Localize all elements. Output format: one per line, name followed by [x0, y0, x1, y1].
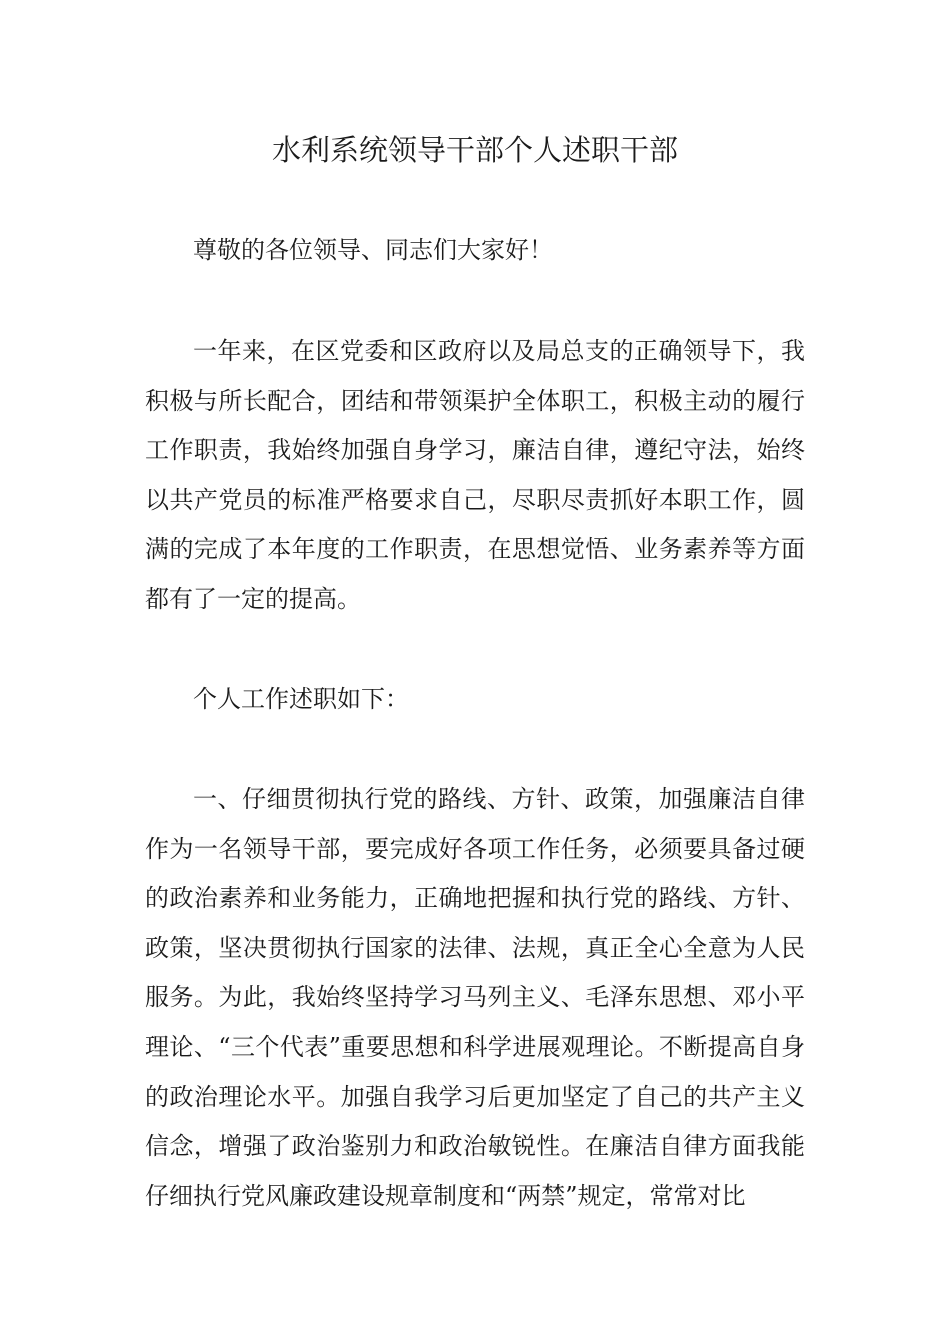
section-one-paragraph: 一、仔细贯彻执行党的路线、方针、政策，加强廉洁自律作为一名领导干部，要完成好各项工作任务，必须要具备过硬的政治素养和业务能力，正确地把握和执行党的路线、方针、政策，坚决贯彻执行国家的法律、法规，真正全心全意为人民服务。为此，我始终坚持学习马列主义、毛泽东思想、邓小平理论、“三个代表”重要思想和科学进展观理论。不断提高自身的政治理论水平。加强自我学习后更加坚定了自己的共产主义信念，增强了政治鉴别力和政治敏锐性。在廉洁自律方面我能仔细执行党风廉政建设规章制度和“两禁”规定，常常对比: [145, 785, 805, 1210]
section-heading-paragraph: 个人工作述职如下：: [193, 685, 409, 713]
document-title: 水利系统领导干部个人述职干部: [271, 133, 678, 167]
greeting-paragraph: 尊敬的各位领导、同志们大家好！: [193, 236, 553, 264]
intro-paragraph: 一年来，在区党委和区政府以及局总支的正确领导下，我积极与所长配合，团结和带领渠护全体职工，积极主动的履行工作职责，我始终加强自身学习，廉洁自律，遵纪守法，始终以共产党员的标准严格要求自己，尽职尽责抓好本职工作，圆满的完成了本年度的工作职责，在思想觉悟、业务素养等方面都有了一定的提高。: [145, 337, 805, 613]
